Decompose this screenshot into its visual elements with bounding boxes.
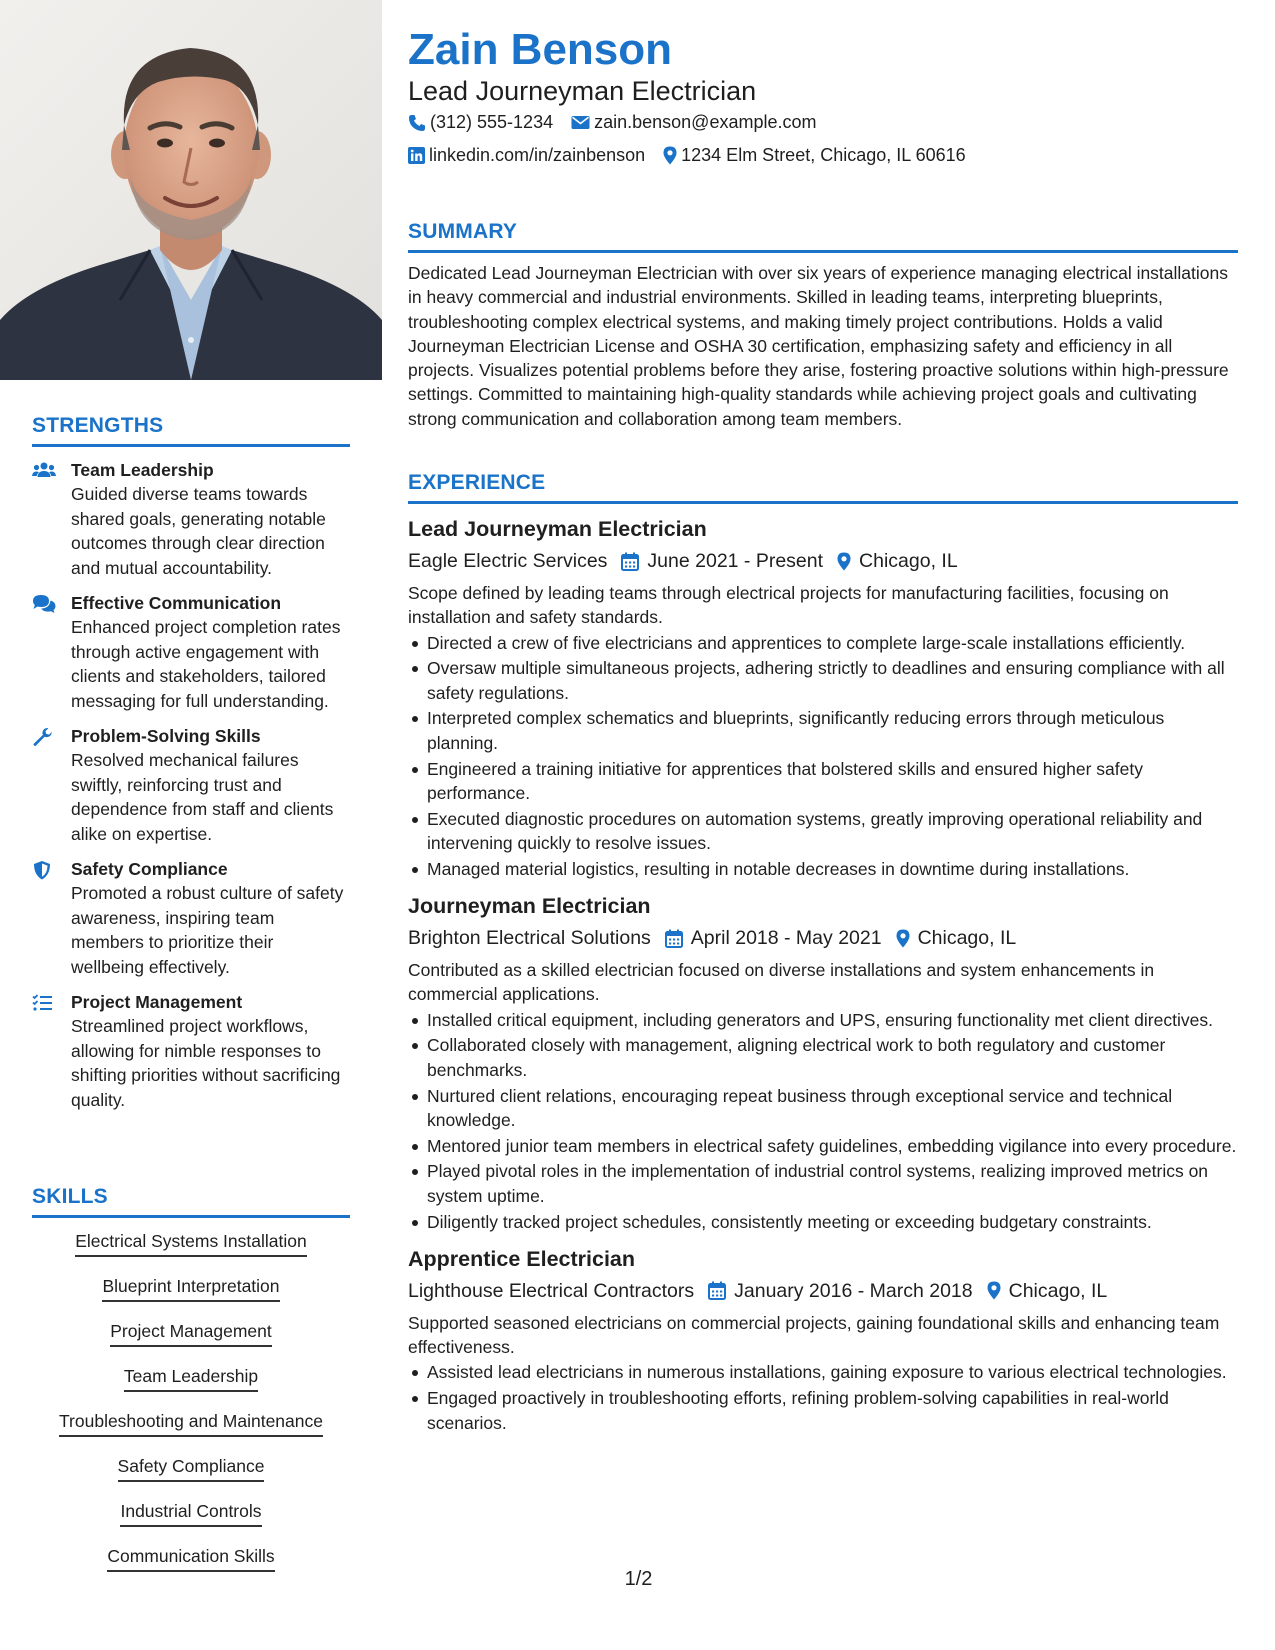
job-bullet: Managed material logistics, resulting in notable decreases in downtime during installations. bbox=[408, 857, 1238, 881]
strength-title: Effective Communication bbox=[71, 593, 282, 613]
phone-text: (312) 555-1234 bbox=[430, 112, 554, 132]
page-number-text: 1/2 bbox=[624, 1568, 653, 1590]
job-location-text: Chicago, IL bbox=[917, 927, 1017, 950]
job-entry bbox=[408, 1244, 1238, 1435]
strengths-section bbox=[32, 414, 350, 1112]
job-company: Eagle Electric Services bbox=[408, 550, 608, 572]
job-company: Lighthouse Electrical Contractors bbox=[408, 1279, 695, 1302]
address-text: 1234 Elm Street, Chicago, IL 60616 bbox=[681, 145, 966, 165]
job-dates bbox=[665, 923, 882, 953]
job-description: Contributed as a skilled electrician focused on diverse installations and system enhancements in commercial applications. bbox=[408, 960, 1155, 1005]
skills-section bbox=[32, 1185, 350, 1590]
contact-row-2 bbox=[408, 145, 984, 166]
envelope-icon bbox=[571, 115, 590, 130]
experience-section bbox=[408, 471, 1238, 1436]
job-dates bbox=[708, 1276, 972, 1306]
summary-text: Dedicated Lead Journeyman Electrician with over six years of experience managing electrical installations in heavy commercial and industrial environments. Skilled in leading teams, interpreting blueprints, troubleshooting complex electrical systems, and making timely project contributions. Holds a valid Journeyman Electrician License and OSHA 30 certification, emphasizing safety and efficiency in all projects. Visualizes potential problems before they arise, fostering proactive solutions within high-pressure settings. Committed to maintaining high-quality standards while achieving project goals and cultivating strong communication and collaboration among team members. bbox=[408, 263, 1229, 429]
experience-divider bbox=[408, 501, 1238, 504]
skill-tag: Industrial Controls bbox=[120, 1500, 261, 1527]
contact-row-1 bbox=[408, 112, 834, 133]
strengths-divider bbox=[32, 444, 350, 447]
job-dates-text: April 2018 - May 2021 bbox=[690, 927, 882, 950]
job-title: Lead Journeyman Electrician bbox=[408, 517, 707, 541]
calendar-icon bbox=[665, 929, 683, 948]
skill-tag: Communication Skills bbox=[107, 1545, 274, 1572]
strength-title: Safety Compliance bbox=[71, 859, 228, 879]
job-dates bbox=[621, 546, 823, 576]
map-pin-icon bbox=[896, 929, 910, 948]
job-title: Journeyman Electrician bbox=[408, 894, 651, 919]
checklist-icon bbox=[32, 993, 56, 1013]
skill-tag: Electrical Systems Installation bbox=[75, 1230, 306, 1257]
summary-heading: SUMMARY bbox=[408, 220, 518, 243]
skill-tag: Troubleshooting and Maintenance bbox=[59, 1410, 323, 1437]
job-entry bbox=[408, 891, 1238, 1234]
strength-item bbox=[32, 990, 350, 1112]
strength-description: Guided diverse teams towards shared goals, generating notable outcomes through clear direction and mutual accountability. bbox=[71, 484, 326, 578]
strength-item bbox=[32, 591, 350, 713]
linkedin-contact[interactable] bbox=[408, 145, 645, 166]
job-bullet: Executed diagnostic procedures on automation systems, greatly improving operational reliability and intervening quickly to resolve issues. bbox=[408, 807, 1238, 856]
skills-list bbox=[32, 1230, 350, 1590]
job-bullet: Engaged proactively in troubleshooting efforts, refining problem-solving capabilities in real-world scenarios. bbox=[408, 1386, 1238, 1435]
job-location-text: Chicago, IL bbox=[1008, 1279, 1108, 1302]
job-bullet: Collaborated closely with management, aligning electrical work to both regulatory and customer benchmarks. bbox=[408, 1033, 1238, 1082]
skills-divider bbox=[32, 1215, 350, 1218]
job-bullet-list bbox=[408, 1008, 1238, 1234]
job-bullet: Played pivotal roles in the implementation of industrial control systems, realizing improved metrics on system uptime. bbox=[408, 1159, 1238, 1208]
users-icon bbox=[32, 461, 56, 481]
strength-title: Problem-Solving Skills bbox=[71, 726, 261, 746]
strength-description: Promoted a robust culture of safety awareness, inspiring team members to prioritize their wellbeing effectively. bbox=[71, 883, 344, 977]
strength-item bbox=[32, 724, 350, 846]
summary-section bbox=[408, 220, 1238, 431]
map-pin-icon bbox=[987, 1281, 1001, 1300]
skill-tag: Team Leadership bbox=[124, 1365, 258, 1392]
job-entry bbox=[408, 514, 1238, 881]
chat-bubbles-icon bbox=[32, 594, 56, 614]
address-contact bbox=[663, 145, 966, 166]
job-meta bbox=[408, 923, 1238, 953]
phone-contact[interactable] bbox=[408, 112, 553, 133]
job-description: Supported seasoned electricians on commercial projects, gaining foundational skills and enhancing team effectiveness. bbox=[408, 1312, 1220, 1358]
job-title: Apprentice Electrician bbox=[408, 1246, 636, 1271]
linkedin-text: linkedin.com/in/zainbenson bbox=[429, 145, 646, 165]
strength-item bbox=[32, 458, 350, 580]
job-company: Brighton Electrical Solutions bbox=[408, 927, 651, 950]
job-meta bbox=[408, 546, 1238, 576]
strength-description: Enhanced project completion rates through active engagement with clients and stakeholders, tailored messaging for full understanding. bbox=[71, 617, 341, 711]
job-description: Scope defined by leading teams through electrical projects for manufacturing facilities, focusing on installation and safety standards. bbox=[408, 583, 1169, 628]
job-location bbox=[896, 923, 1017, 953]
skill-tag: Safety Compliance bbox=[118, 1455, 265, 1482]
shield-icon bbox=[32, 860, 56, 880]
job-dates-text: June 2021 - Present bbox=[647, 550, 824, 572]
skills-heading: SKILLS bbox=[32, 1185, 108, 1208]
map-pin-icon bbox=[837, 552, 851, 571]
job-bullet: Interpreted complex schematics and blueprints, significantly reducing errors through meticulous planning. bbox=[408, 706, 1238, 755]
job-bullet: Directed a crew of five electricians and apprentices to complete large-scale installations efficiently. bbox=[408, 631, 1238, 655]
job-location-text: Chicago, IL bbox=[859, 550, 958, 572]
profile-photo bbox=[0, 0, 382, 380]
strength-description: Streamlined project workflows, allowing for nimble responses to shifting priorities without sacrificing quality. bbox=[71, 1016, 341, 1110]
candidate-name: Zain Benson bbox=[408, 25, 673, 74]
strength-item bbox=[32, 857, 350, 979]
job-bullet: Oversaw multiple simultaneous projects, adhering strictly to deadlines and ensuring compliance with all safety regulations. bbox=[408, 656, 1238, 705]
map-pin-icon bbox=[663, 146, 677, 165]
strength-title: Team Leadership bbox=[71, 460, 214, 480]
skill-tag: Blueprint Interpretation bbox=[102, 1275, 279, 1302]
strength-description: Resolved mechanical failures swiftly, reinforcing trust and dependence from staff and clients alike on expertise. bbox=[71, 750, 334, 844]
job-bullet: Mentored junior team members in electrical safety guidelines, embedding vigilance into every procedure. bbox=[408, 1134, 1238, 1158]
experience-heading: EXPERIENCE bbox=[408, 471, 546, 494]
strengths-heading: STRENGTHS bbox=[32, 414, 164, 437]
calendar-icon bbox=[708, 1281, 726, 1300]
summary-divider bbox=[408, 250, 1238, 253]
left-column bbox=[0, 0, 382, 1650]
linkedin-icon bbox=[408, 147, 425, 164]
page-number bbox=[0, 1568, 1275, 1591]
job-bullet: Engineered a training initiative for apprentices that bolstered skills and ensured higher safety performance. bbox=[408, 757, 1238, 806]
job-bullet: Nurtured client relations, encouraging repeat business through exceptional service and technical knowledge. bbox=[408, 1084, 1238, 1133]
wrench-icon bbox=[32, 727, 56, 747]
job-bullet: Installed critical equipment, including generators and UPS, ensuring functionality met client directives. bbox=[408, 1008, 1238, 1032]
job-bullet-list bbox=[408, 1360, 1238, 1434]
email-contact[interactable] bbox=[571, 112, 816, 133]
strength-title: Project Management bbox=[71, 992, 243, 1012]
job-dates-text: January 2016 - March 2018 bbox=[734, 1279, 973, 1302]
profile-photo-image bbox=[0, 0, 382, 380]
phone-icon bbox=[408, 114, 426, 132]
job-bullet: Diligently tracked project schedules, consistently meeting or exceeding budgetary constraints. bbox=[408, 1210, 1238, 1234]
job-location bbox=[837, 546, 958, 576]
candidate-title: Lead Journeyman Electrician bbox=[408, 76, 757, 106]
calendar-icon bbox=[621, 552, 639, 571]
job-bullet: Assisted lead electricians in numerous installations, gaining exposure to various electrical technologies. bbox=[408, 1360, 1238, 1384]
email-text: zain.benson@example.com bbox=[594, 112, 817, 132]
job-location bbox=[987, 1276, 1108, 1306]
skill-tag: Project Management bbox=[110, 1320, 271, 1347]
job-meta bbox=[408, 1276, 1238, 1306]
job-bullet-list bbox=[408, 631, 1238, 881]
